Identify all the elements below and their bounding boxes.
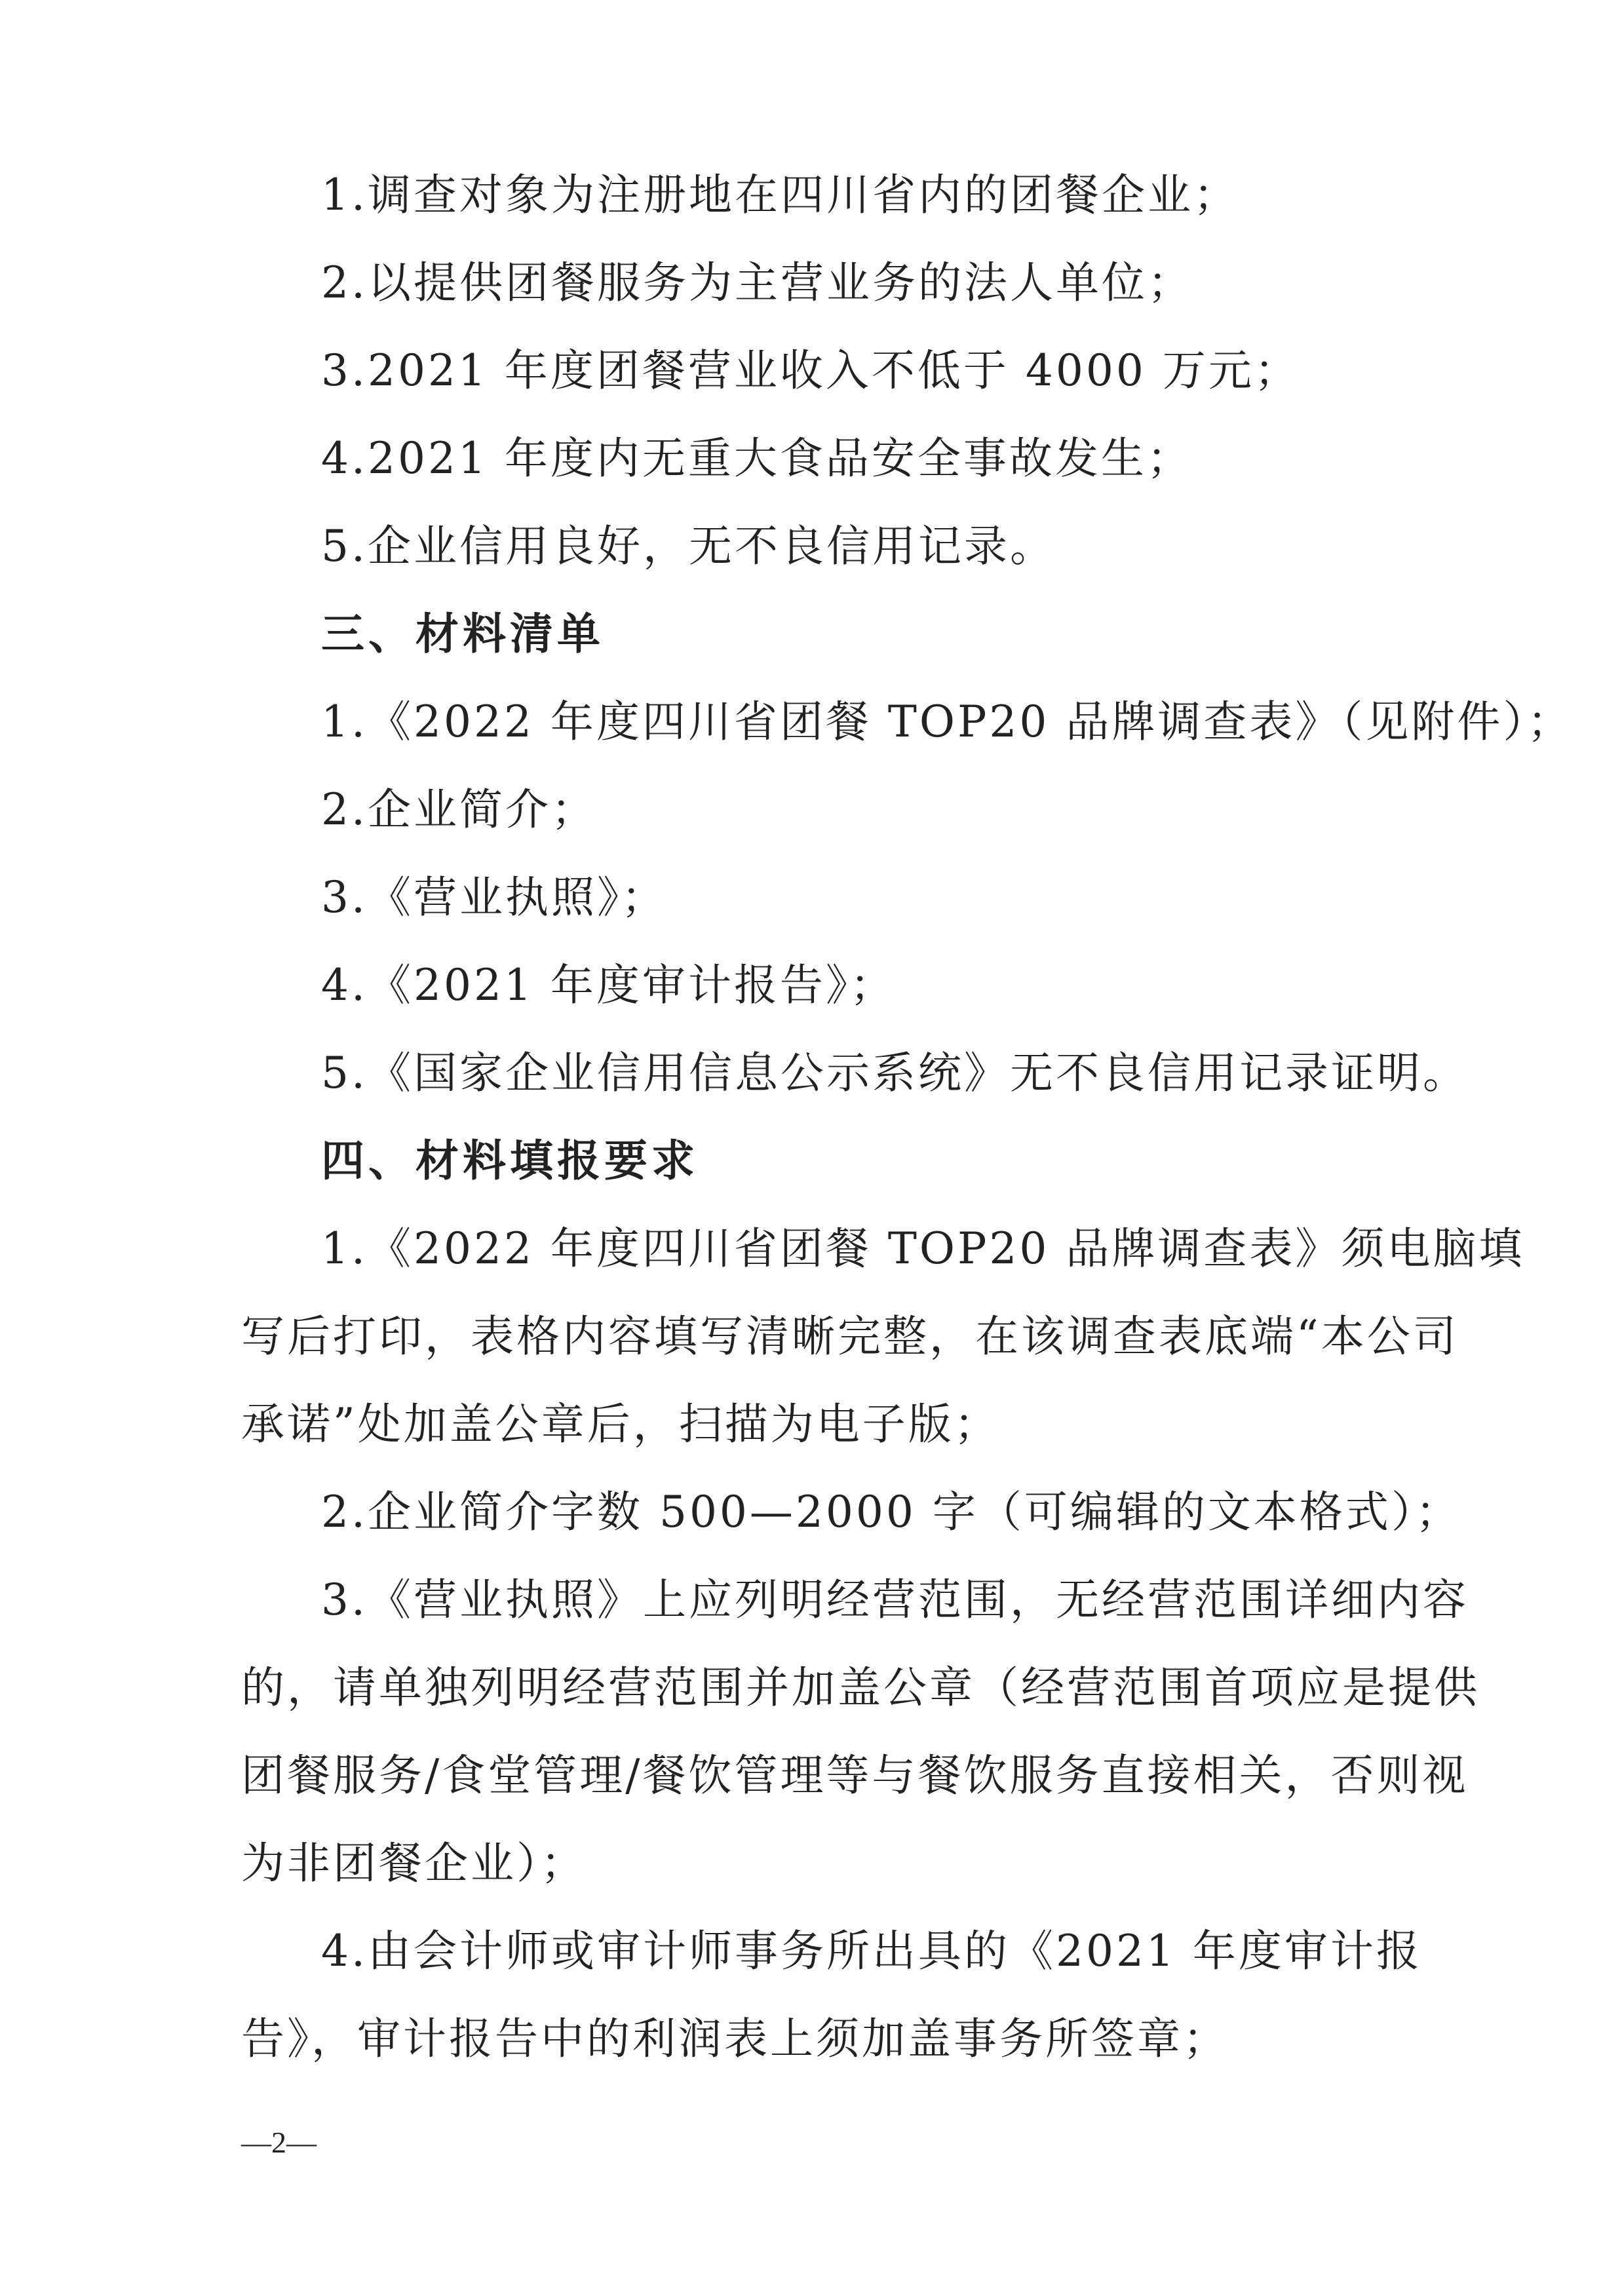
page-number: —2— — [241, 2126, 317, 2159]
eligibility-item-1: 1.调查对象为注册地在四川省内的团餐企业； — [321, 170, 1239, 220]
materials-item-4: 4.《2021 年度审计报告》； — [321, 960, 896, 1010]
requirement-line: 写后打印，表格内容填写清晰完整，在该调查表底端“本公司 — [241, 1311, 1459, 1362]
requirement-line: 告》，审计报告中的利润表上须加盖事务所签章； — [241, 2014, 1229, 2064]
section-heading-materials-list: 三、材料清单 — [321, 609, 604, 659]
requirement-line: 1.《2022 年度四川省团餐 TOP20 品牌调查表》须电脑填 — [321, 1223, 1525, 1274]
requirement-line: 2.企业简介字数 500—2000 字（可编辑的文本格式）； — [321, 1487, 1461, 1537]
materials-item-1: 1.《2022 年度四川省团餐 TOP20 品牌调查表》（见附件）； — [321, 697, 1574, 747]
section-heading-filling-requirements: 四、材料填报要求 — [321, 1136, 699, 1186]
eligibility-item-2: 2.以提供团餐服务为主营业务的法人单位； — [321, 258, 1193, 308]
requirement-line: 3.《营业执照》上应列明经营范围，无经营范围详细内容 — [321, 1575, 1469, 1625]
requirement-line: 4.由会计师或审计师事务所出具的《2021 年度审计报 — [321, 1926, 1422, 1976]
requirement-line: 为非团餐企业）； — [241, 1838, 587, 1888]
materials-item-5: 5.《国家企业信用信息公示系统》无不良信用记录证明。 — [321, 1048, 1469, 1098]
eligibility-item-3: 3.2021 年度团餐营业收入不低于 4000 万元； — [321, 345, 1300, 396]
eligibility-item-4: 4.2021 年度内无重大食品安全事故发生； — [321, 433, 1193, 484]
materials-item-3: 3.《营业执照》； — [321, 872, 667, 923]
requirement-line: 的，请单独列明经营范围并加盖公章（经营范围首项应是提供 — [241, 1662, 1480, 1713]
eligibility-item-5: 5.企业信用良好，无不良信用记录。 — [321, 521, 1056, 571]
materials-item-2: 2.企业简介； — [321, 784, 597, 835]
requirement-line: 承诺”处加盖公章后，扫描为电子版； — [241, 1399, 1000, 1449]
requirement-line: 团餐服务/食堂管理/餐饮管理等与餐饮服务直接相关，否则视 — [241, 1750, 1469, 1801]
